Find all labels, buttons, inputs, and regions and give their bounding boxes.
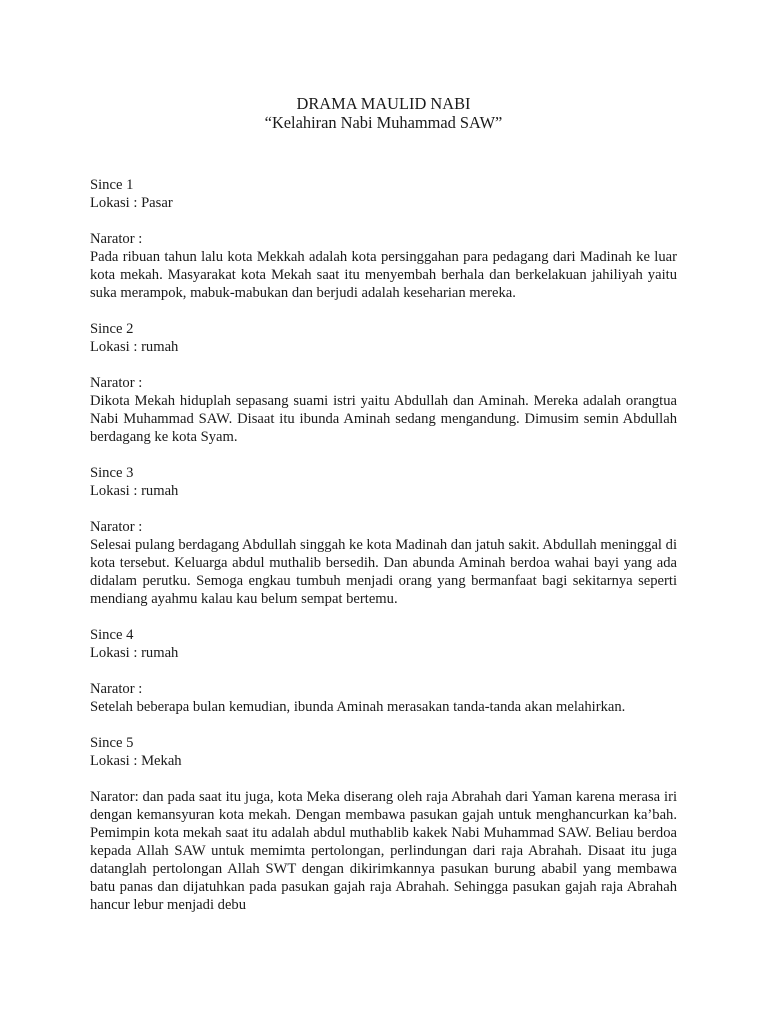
document-subtitle: “Kelahiran Nabi Muhammad SAW” bbox=[264, 113, 503, 132]
scene-number: Since 5 bbox=[90, 735, 134, 751]
scene-number: Since 1 bbox=[90, 177, 134, 193]
narration-block-3 bbox=[90, 518, 677, 608]
narrator-label: Narator : bbox=[90, 231, 143, 247]
narrator-label: Narator : bbox=[90, 681, 143, 697]
narration-text: Setelah beberapa bulan kemudian, ibunda Aminah merasakan tanda-tanda akan melahirkan. bbox=[90, 699, 626, 715]
scene-number: Since 2 bbox=[90, 321, 134, 337]
scene-location: Lokasi : rumah bbox=[90, 645, 179, 661]
scene-heading-1 bbox=[90, 176, 677, 212]
scene-heading-2 bbox=[90, 320, 677, 356]
scene-number: Since 3 bbox=[90, 465, 134, 481]
narration-block-4 bbox=[90, 680, 677, 716]
narration-text: Dikota Mekah hiduplah sepasang suami istri yaitu Abdullah dan Aminah. Mereka adalah orangtua Nabi Muhammad SAW. Disaat itu ibunda Aminah sedang mengandung. Dimusim semin Abdullah berdagang ke kota Syam. bbox=[90, 393, 677, 445]
narration-text: Pada ribuan tahun lalu kota Mekkah adalah kota persinggahan para pedagang dari Madinah ke luar kota mekah. Masyarakat kota Mekah saat itu menyembah berhala dan berkelakuan jahiliyah yaitu suka merampok, mabuk-mabukan dan berjudi adalah keseharian mereka. bbox=[90, 249, 677, 301]
scene-location: Lokasi : rumah bbox=[90, 483, 179, 499]
narration-block-1 bbox=[90, 230, 677, 302]
narrator-label: Narator : bbox=[90, 375, 143, 391]
document-title: DRAMA MAULID NABI bbox=[296, 94, 471, 113]
scene-location: Lokasi : rumah bbox=[90, 339, 179, 355]
document-page bbox=[90, 94, 677, 932]
scene-number: Since 4 bbox=[90, 627, 134, 643]
scene-location: Lokasi : Mekah bbox=[90, 753, 182, 769]
narration-text: Narator: dan pada saat itu juga, kota Meka diserang oleh raja Abrahah dari Yaman karena merasa iri dengan kemansyuran kota mekah. Dengan membawa pasukan gajah untuk menghancurkan ka’bah. Pemimpin kota mekah saat itu adalah abdul muthablib kakek Nabi Muhammad SAW. Beliau berdoa kepada Allah SAW untuk memimta pertolongan, perlindungan dari raja Abrahah. Disaat itu juga datanglah pertolongan Allah SWT dengan dikirimkannya pasukan burung ababil yang membawa batu panas dan dijatuhkan pada pasukan gajah raja Abrahah. Sehingga pasukan gajah raja Abrahah hancur lebur menjadi debu bbox=[90, 789, 677, 913]
scene-heading-5 bbox=[90, 734, 677, 770]
scene-heading-4 bbox=[90, 626, 677, 662]
scene-location: Lokasi : Pasar bbox=[90, 195, 173, 211]
narration-block-2 bbox=[90, 374, 677, 446]
scene-heading-3 bbox=[90, 464, 677, 500]
narrator-label: Narator : bbox=[90, 519, 143, 535]
narration-text: Selesai pulang berdagang Abdullah singgah ke kota Madinah dan jatuh sakit. Abdullah meninggal di kota tersebut. Keluarga abdul muthalib bersedih. Dan abunda Aminah berdoa wahai bayi yang ada didalam perutku. Semoga engkau tumbuh menjadi orang yang bermanfaat bagi sekitarnya seperti mendiang ayahmu kalau kau belum sempat bertemu. bbox=[90, 537, 677, 607]
